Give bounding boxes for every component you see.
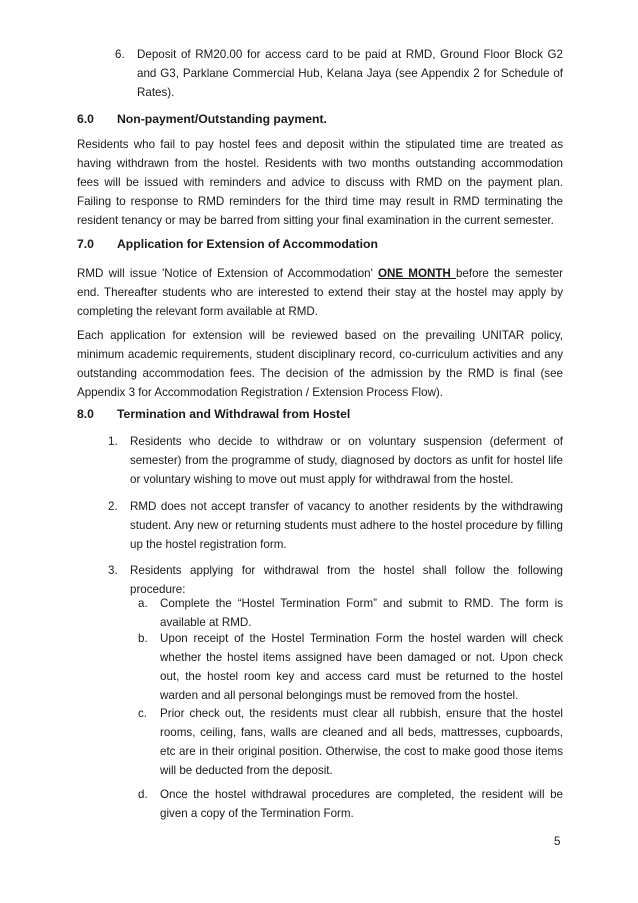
- item-6-number: 6.: [115, 48, 125, 61]
- item-6-text: Deposit of RM20.00 for access card to be paid at RMD, Ground Floor Block G2 and G3, Parklane Commercial Hub, Kelana Jaya (see Appendix 2 for Schedule of Rates).: [137, 48, 563, 99]
- sub-item-a-number: a.: [138, 597, 148, 610]
- section-8-title: Termination and Withdrawal from Hostel: [117, 407, 351, 421]
- page-number: 5: [554, 835, 561, 848]
- sub-item-b-number: b.: [138, 632, 148, 645]
- list-item-1-number: 1.: [108, 435, 118, 448]
- section-7-paragraph-2: Each application for extension will be reviewed based on the prevailing UNITAR policy, minimum academic requirements, student disciplinary record, co-curriculum activities and any outstanding accommodation fees. The decision of the admission by the RMD is final (see Appendix 3 for Accommodation Registration / Extension Process Flow).: [77, 329, 563, 399]
- section-7-p1-before: RMD will issue 'Notice of Extension of Accommodation': [77, 267, 378, 280]
- section-7-title: Application for Extension of Accommodation: [117, 237, 378, 251]
- section-7-paragraph-1: [77, 264, 563, 321]
- section-7-number: 7.0: [77, 237, 94, 251]
- section-8-number: 8.0: [77, 407, 94, 421]
- list-item-3-text: Residents applying for withdrawal from the hostel shall follow the following procedure:: [130, 564, 563, 596]
- sub-item-b-text: Upon receipt of the Hostel Termination Form the hostel warden will check whether the hostel items assigned have been damaged or not. Upon check out, the hostel room key and access card must be returned to the hostel warden and all personal belongings must be removed from the hostel.: [160, 632, 563, 702]
- sub-item-d-number: d.: [138, 788, 148, 801]
- sub-item-d-text: Once the hostel withdrawal procedures are completed, the resident will be given a copy of the Termination Form.: [160, 788, 563, 820]
- sub-item-c-number: c.: [138, 707, 148, 720]
- list-item-3-number: 3.: [108, 564, 118, 577]
- list-item-2-text: RMD does not accept transfer of vacancy to another residents by the withdrawing student. Any new or returning students must adhere to the hostel procedure by filling up the hostel registration form.: [130, 500, 563, 551]
- section-6-paragraph: Residents who fail to pay hostel fees and deposit within the stipulated time are treated as having withdrawn from the hostel. Residents with two months outstanding accommodation fees will be issued with reminders and advice to discuss with RMD on the payment plan. Failing to response to RMD reminders for the third time may result in RMD terminating the resident tenancy or may be barred from sitting your final examination in the current semester.: [77, 138, 563, 227]
- section-6-number: 6.0: [77, 112, 94, 126]
- sub-item-c-text: Prior check out, the residents must clear all rubbish, ensure that the hostel rooms, ceiling, fans, walls are cleaned and all beds, mattresses, cupboards, etc are in their original position. Otherwise, the cost to make good those items will be deducted from the deposit.: [160, 707, 563, 777]
- list-item-1-text: Residents who decide to withdraw or on voluntary suspension (deferment of semester) from the programme of study, diagnosed by doctors as unfit for hostel life or voluntary wishing to move out must apply for withdrawal from the hostel.: [130, 435, 563, 486]
- section-7-p1-after: before the semester end. Thereafter students who are interested to extend their stay at the hostel may apply by completing the relevant form available at RMD.: [77, 267, 563, 318]
- list-item-2-number: 2.: [108, 500, 118, 513]
- sub-item-a-text: Complete the “Hostel Termination Form” and submit to RMD. The form is available at RMD.: [160, 597, 563, 629]
- section-6-title: Non-payment/Outstanding payment.: [117, 112, 327, 126]
- one-month-emphasis: ONE MONTH: [377, 267, 456, 280]
